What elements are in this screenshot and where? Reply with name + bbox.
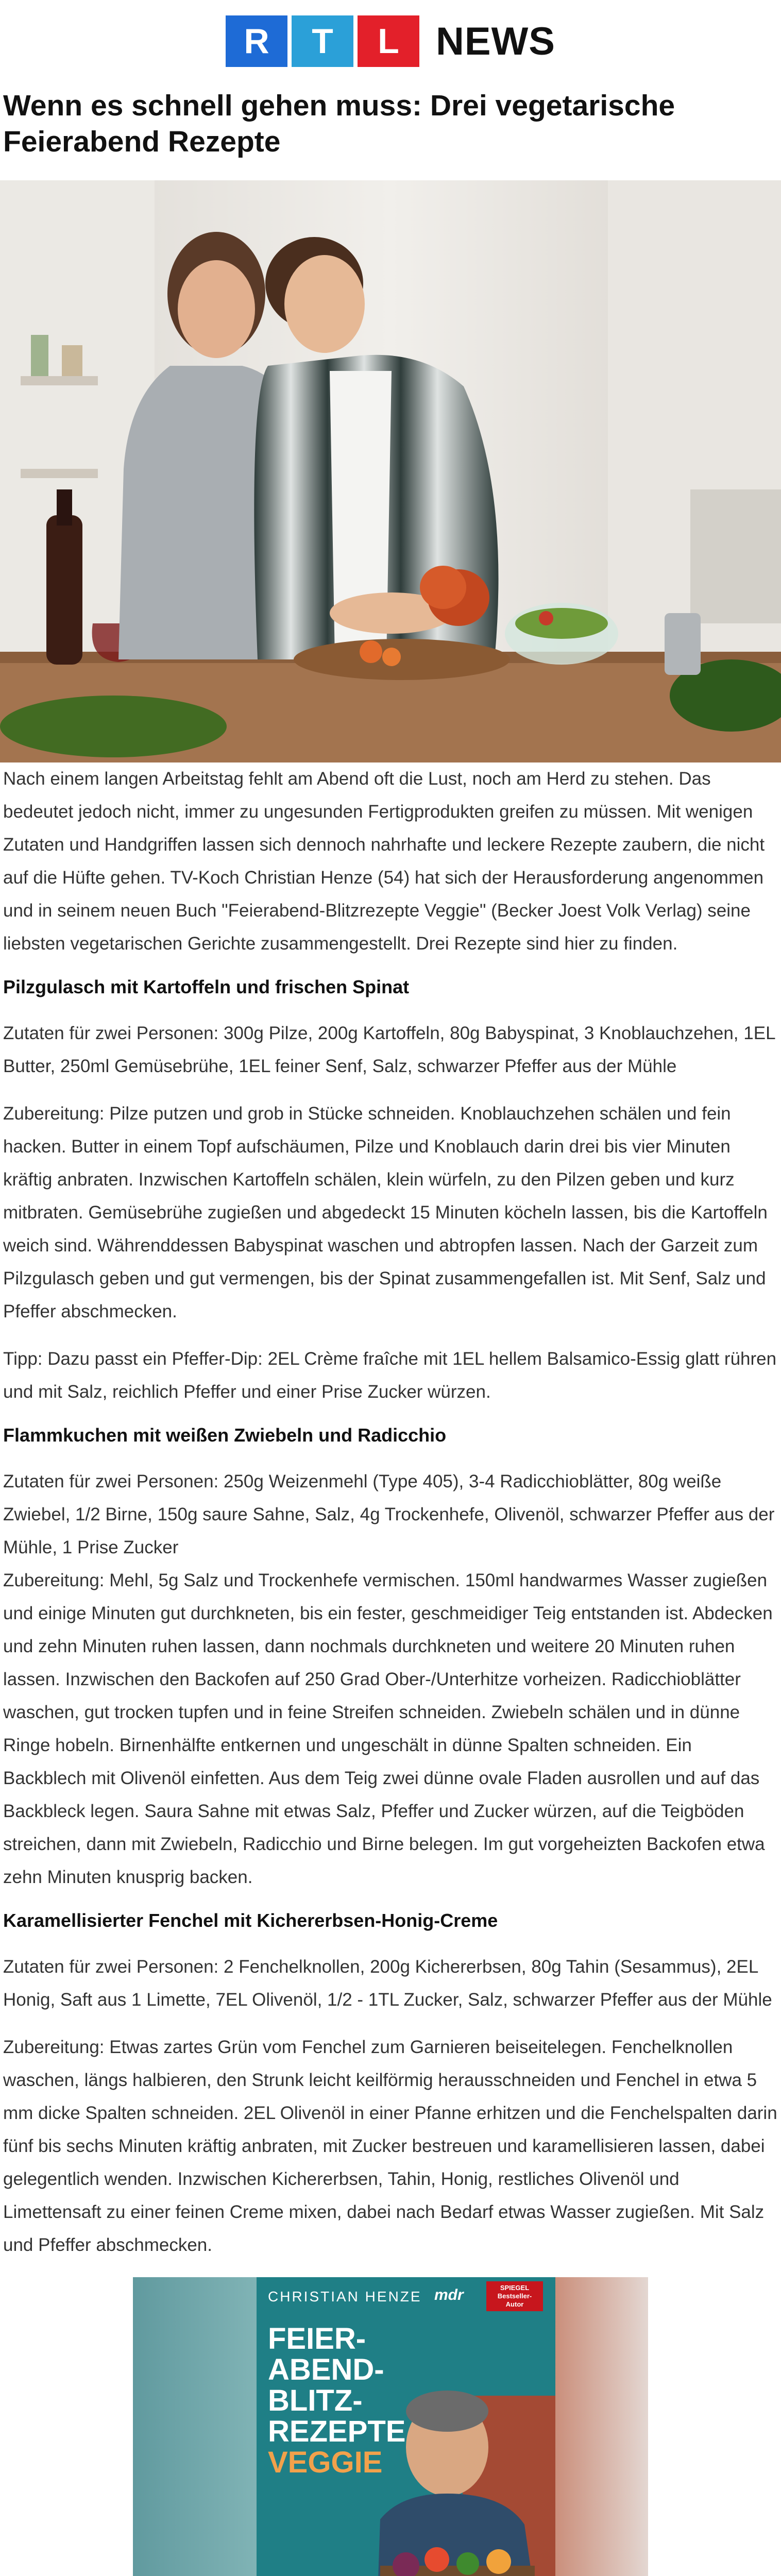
book-author: CHRISTIAN HENZE [268, 2289, 422, 2304]
book-image-container [0, 2277, 781, 2576]
logo-word-news: NEWS [436, 19, 555, 63]
book-title-line-1: FEIER- [268, 2322, 366, 2355]
logo-letter-t: T [292, 15, 353, 67]
site-header [0, 0, 781, 82]
hero-image [0, 180, 781, 762]
book-title-line-5: VEGGIE [268, 2446, 383, 2479]
recipe-preparation-2: Zubereitung: Mehl, 5g Salz und Trockenhefe vermischen. 150ml handwarmes Wasser zugießen und einige Minuten gut durchkneten, bis ein fester, geschmeidiger Teig entstanden ist. Abdecken und zehn Minuten ruhen lassen, dann nochmals durchkneten und weitere 20 Minuten ruhen lassen. Inzwischen den Backofen auf 250 Grad Ober-/Unterhitze vorheizen. Radicchioblätter waschen, gut trocken tupfen und in feine Streifen schneiden. Zwiebeln schälen und in dünne Ringe hobeln. Birnenhälfte entkernen und ungeschält in dünne Spalten schneiden. Ein Backblech mit Olivenöl einfetten. Aus dem Teig zwei dünne ovale Fladen ausrollen und auf das Backbleck legen. Saura Sahne mit etwas Salz, Pfeffer und Zucker würzen, auf die Teigböden streichen, dann mit Zwiebeln, Radicchio und Birne belegen. Im gut vorgeheizten Backofen etwa zehn Minuten knusprig backen. [3, 1570, 773, 1887]
recipe-heading-2: Flammkuchen mit weißen Zwiebeln und Radicchio [3, 1425, 447, 1446]
logo-letter-r: R [226, 15, 287, 67]
article-title: Wenn es schnell gehen muss: Drei vegetarische Feierabend Rezepte [3, 89, 675, 158]
article-body [0, 762, 781, 2262]
recipe-tip-1: Tipp: Dazu passt ein Pfeffer-Dip: 2EL Crème fraîche mit 1EL hellem Balsamico-Essig glatt rühren und mit Salz, reichlich Pfeffer und einer Prise Zucker würzen. [3, 1349, 777, 1402]
book-title [268, 2324, 406, 2478]
couple-cooking-photo [0, 180, 781, 762]
recipe-ingredients-3: Zutaten für zwei Personen: 2 Fenchelknollen, 200g Kichererbsen, 80g Tahin (Sesammus), 2EL Honig, Saft aus 1 Limette, 7EL Olivenöl, 1/2 - 1TL Zucker, Salz, schwarzer Pfeffer aus der Mühle [3, 1957, 772, 2010]
book-title-line-3: BLITZ- [268, 2384, 363, 2417]
recipe-ingredients-2: Zutaten für zwei Personen: 250g Weizenmehl (Type 405), 3-4 Radicchioblätter, 80g weiße Zwiebel, 1/2 Birne, 150g saure Sahne, Salz, 4g Trockenhefe, Olivenöl, schwarzer Pfeffer aus der Mühle, 1 Prise Zucker [3, 1471, 775, 1557]
book-title-line-4: REZEPTE [268, 2415, 406, 2448]
logo-letter-l: L [358, 15, 419, 67]
bestseller-badge: SPIEGEL Bestseller-Autor [486, 2281, 543, 2311]
book-title-line-2: ABEND- [268, 2353, 384, 2386]
recipe-heading-3: Karamellisierter Fenchel mit Kichererbsen-Honig-Creme [3, 1910, 498, 1931]
article-intro: Nach einem langen Arbeitstag fehlt am Abend oft die Lust, noch am Herd zu stehen. Das bedeutet jedoch nicht, immer zu ungesunden Fertigprodukten greifen zu müssen. Mit wenigen Zutaten und Handgriffen lassen sich dennoch nahrhafte und leckere Rezepte zaubern, die nicht auf die Hüfte gehen. TV-Koch Christian Henze (54) hat sich der Herausforderung angenommen und in seinem neuen Buch "Feierabend-Blitzrezepte Veggie" (Becker Joest Volk Verlag) seine liebsten vegetarischen Gerichte zusammengestellt. Drei Rezepte sind hier zu finden. [3, 769, 765, 954]
recipe-preparation-1: Zubereitung: Pilze putzen und grob in Stücke schneiden. Knoblauchzehen schälen und fein hacken. Butter in einem Topf aufschäumen, Pilze und Knoblauch darin drei bis vier Minuten kräftig anbraten. Inzwischen Kartoffeln schälen, klein würfeln, zu den Pilzen geben und kurz mitbraten. Gemüsebrühe zugießen und abgedeckt 15 Minuten köcheln lassen, bis die Kartoffeln weich sind. Währenddessen Babyspinat waschen und abtropfen lassen. Nach der Garzeit zum Pilzgulasch geben und gut vermengen, bis der Spinat zusammengefallen ist. Mit Senf, Salz und Pfeffer abschmecken. [3, 1104, 768, 1321]
book-publisher-mark: mdr [434, 2286, 464, 2303]
recipe-heading-1: Pilzgulasch mit Kartoffeln und frischen Spinat [3, 976, 410, 997]
recipe-ingredients-1: Zutaten für zwei Personen: 300g Pilze, 200g Kartoffeln, 80g Babyspinat, 3 Knoblauchzehen, 1EL Butter, 250ml Gemüsebrühe, 1EL feiner Senf, Salz, schwarzer Pfeffer aus der Mühle [3, 1023, 775, 1076]
recipe-preparation-3: Zubereitung: Etwas zartes Grün vom Fenchel zum Garnieren beiseitelegen. Fenchelknollen waschen, längs halbieren, den Strunk leicht keilförmig herausschneiden und Fenchel in etwa 5 mm dicke Spalten schneiden. 2EL Olivenöl in einer Pfanne erhitzen und die Fenchelspalten darin fünf bis sechs Minuten kräftig anbraten, mit Zucker bestreuen und karamellisieren lassen, dabei gelegentlich wenden. Inzwischen Kichererbsen, Tahin, Honig, restliches Olivenöl und Limettensaft zu einer feinen Creme mixen, dabei nach Bedarf etwas Wasser zugießen. Mit Salz und Pfeffer abschmecken. [3, 2037, 777, 2255]
rtl-news-logo[interactable] [226, 15, 555, 67]
book-cover-image [133, 2277, 648, 2576]
